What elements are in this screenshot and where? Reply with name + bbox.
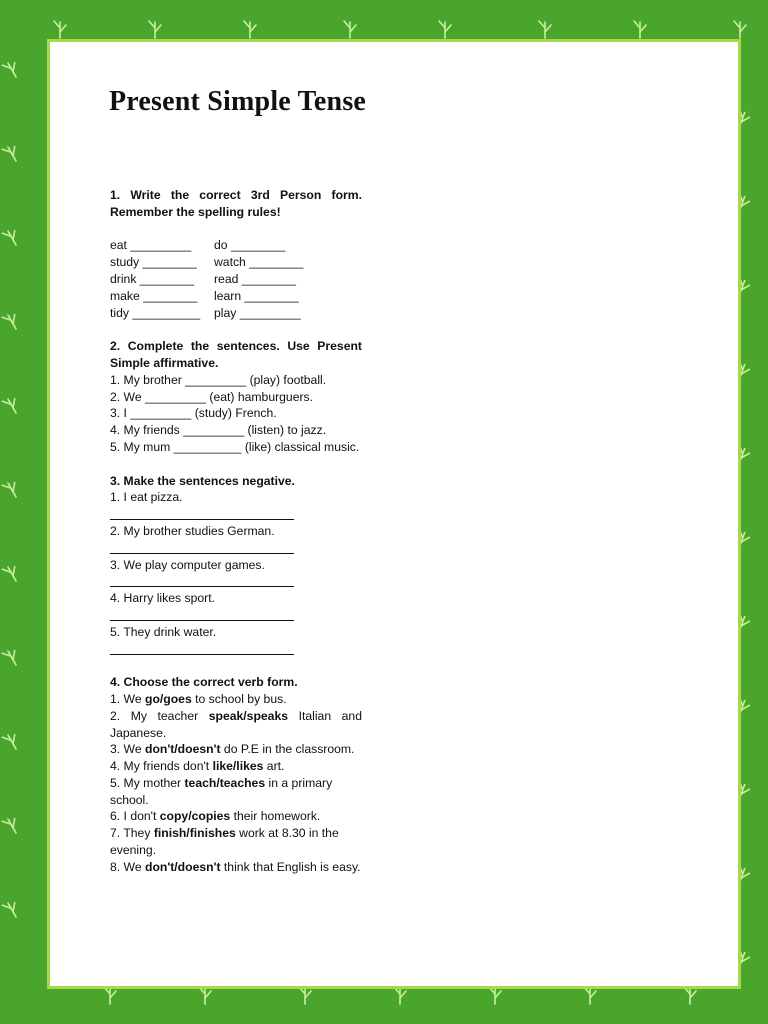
grass-sprout-icon	[299, 987, 311, 1004]
grass-sprout-icon	[149, 21, 161, 38]
exercise-3-item: 5. They drink water.	[110, 624, 217, 639]
page-title: Present Simple Tense	[109, 86, 367, 117]
grass-sprout-icon	[2, 395, 21, 416]
exercise-1-heading: 1. Write the correct 3rd Person form. Remember the spelling rules!	[110, 188, 362, 219]
grass-sprout-icon	[394, 987, 406, 1004]
verb-choice: finish/finishes	[153, 826, 236, 841]
answer-line[interactable]	[110, 641, 362, 658]
verb-right: play _________	[214, 305, 301, 320]
answer-line[interactable]	[110, 506, 362, 523]
verb-left: drink ________	[110, 271, 195, 286]
item-text-before: 5. My mother	[110, 775, 185, 790]
answer-line[interactable]	[110, 607, 362, 624]
verb-right: do ________	[214, 238, 286, 253]
grass-sprout-icon	[2, 731, 21, 752]
grass-sprout-icon	[104, 987, 116, 1004]
answer-line[interactable]	[110, 573, 362, 590]
grass-sprout-icon	[2, 899, 21, 920]
grass-sprout-icon	[734, 21, 746, 38]
item-text-after: in a primary school.	[110, 775, 333, 807]
item-text-after: art.	[263, 759, 285, 774]
exercise-4-item	[110, 758, 362, 775]
grass-sprout-icon	[2, 563, 21, 584]
item-text-before: 6. I don't	[110, 809, 160, 824]
verb-choice: go/goes	[145, 691, 192, 706]
exercise-3-item: 4. Harry likes sport.	[110, 591, 215, 606]
verb-row	[110, 305, 362, 322]
grass-sprout-icon	[439, 21, 451, 38]
verb-choice: teach/teaches	[184, 775, 266, 790]
exercise-2-item: 2. We _________ (eat) hamburguers.	[110, 389, 314, 404]
exercise-2-heading: 2. Complete the sentences. Use Present Simple affirmative.	[110, 339, 362, 370]
grass-sprout-icon	[2, 143, 21, 164]
verb-choice: don't/doesn't	[145, 742, 221, 757]
grass-sprout-icon	[634, 21, 646, 38]
exercise-2-item: 1. My brother _________ (play) football.	[110, 372, 327, 387]
verb-right: learn ________	[214, 288, 299, 303]
item-text-after: think that English is easy.	[220, 859, 361, 874]
item-text-before: 7. They	[110, 826, 154, 841]
exercise-3-item: 3. We play computer games.	[110, 557, 265, 572]
grass-sprout-icon	[684, 987, 696, 1004]
exercise-4-item	[110, 775, 362, 809]
grass-sprout-icon	[2, 815, 21, 836]
verb-row	[110, 271, 362, 288]
item-text-before: 8. We	[110, 859, 145, 874]
verb-choice: don't/doesn't	[145, 859, 221, 874]
verb-right: watch ________	[214, 255, 304, 270]
item-text-before: 4. My friends don't	[110, 759, 213, 774]
verb-row	[110, 254, 362, 271]
item-text-before: 1. We	[110, 691, 145, 706]
verb-row	[110, 237, 362, 254]
exercise-4-item	[110, 808, 362, 825]
item-text-before: 2. My teacher	[110, 708, 209, 723]
verb-right: read ________	[214, 271, 297, 286]
grass-sprout-icon	[2, 227, 21, 248]
grass-sprout-icon	[54, 21, 66, 38]
exercise-3-item: 1. I eat pizza.	[110, 490, 183, 505]
exercise-2-item: 4. My friends _________ (listen) to jazz.	[110, 423, 327, 438]
verb-choice: speak/speaks	[208, 708, 289, 723]
exercise-3-item: 2. My brother studies German.	[110, 523, 275, 538]
item-text-after: Italian and Japanese.	[110, 708, 362, 740]
grass-sprout-icon	[344, 21, 356, 38]
grass-sprout-icon	[2, 311, 21, 332]
exercise-4-item	[110, 741, 362, 758]
verb-left: make ________	[110, 288, 198, 303]
grass-sprout-icon	[199, 987, 211, 1004]
item-text-after: to school by bus.	[191, 691, 287, 706]
worksheet-content	[110, 187, 362, 876]
verb-choice: like/likes	[212, 759, 264, 774]
answer-line[interactable]	[110, 540, 362, 557]
verb-left: tidy __________	[110, 305, 201, 320]
exercise-4-item	[110, 708, 362, 742]
grass-sprout-icon	[2, 479, 21, 500]
verb-choice: copy/copies	[159, 809, 231, 824]
item-text-after: do P.E in the classroom.	[220, 742, 355, 757]
verb-left: eat _________	[110, 238, 192, 253]
verb-row	[110, 288, 362, 305]
grass-sprout-icon	[584, 987, 596, 1004]
exercise-4-item	[110, 691, 362, 708]
exercise-4-heading: 4. Choose the correct verb form.	[110, 675, 298, 690]
exercise-4-item	[110, 825, 362, 859]
exercise-1-list	[110, 237, 362, 321]
grass-sprout-icon	[2, 59, 21, 80]
exercise-2-item: 3. I _________ (study) French.	[110, 406, 277, 421]
item-text-before: 3. We	[110, 742, 145, 757]
verb-left: study ________	[110, 255, 197, 270]
exercise-2-item: 5. My mum __________ (like) classical music.	[110, 439, 360, 454]
exercise-4-item	[110, 859, 362, 876]
item-text-after: their homework.	[230, 809, 321, 824]
grass-sprout-icon	[539, 21, 551, 38]
exercise-3-heading: 3. Make the sentences negative.	[110, 473, 295, 488]
grass-sprout-icon	[489, 987, 501, 1004]
grass-sprout-icon	[244, 21, 256, 38]
item-text-after: work at 8.30 in the evening.	[110, 826, 339, 858]
grass-sprout-icon	[2, 647, 21, 668]
